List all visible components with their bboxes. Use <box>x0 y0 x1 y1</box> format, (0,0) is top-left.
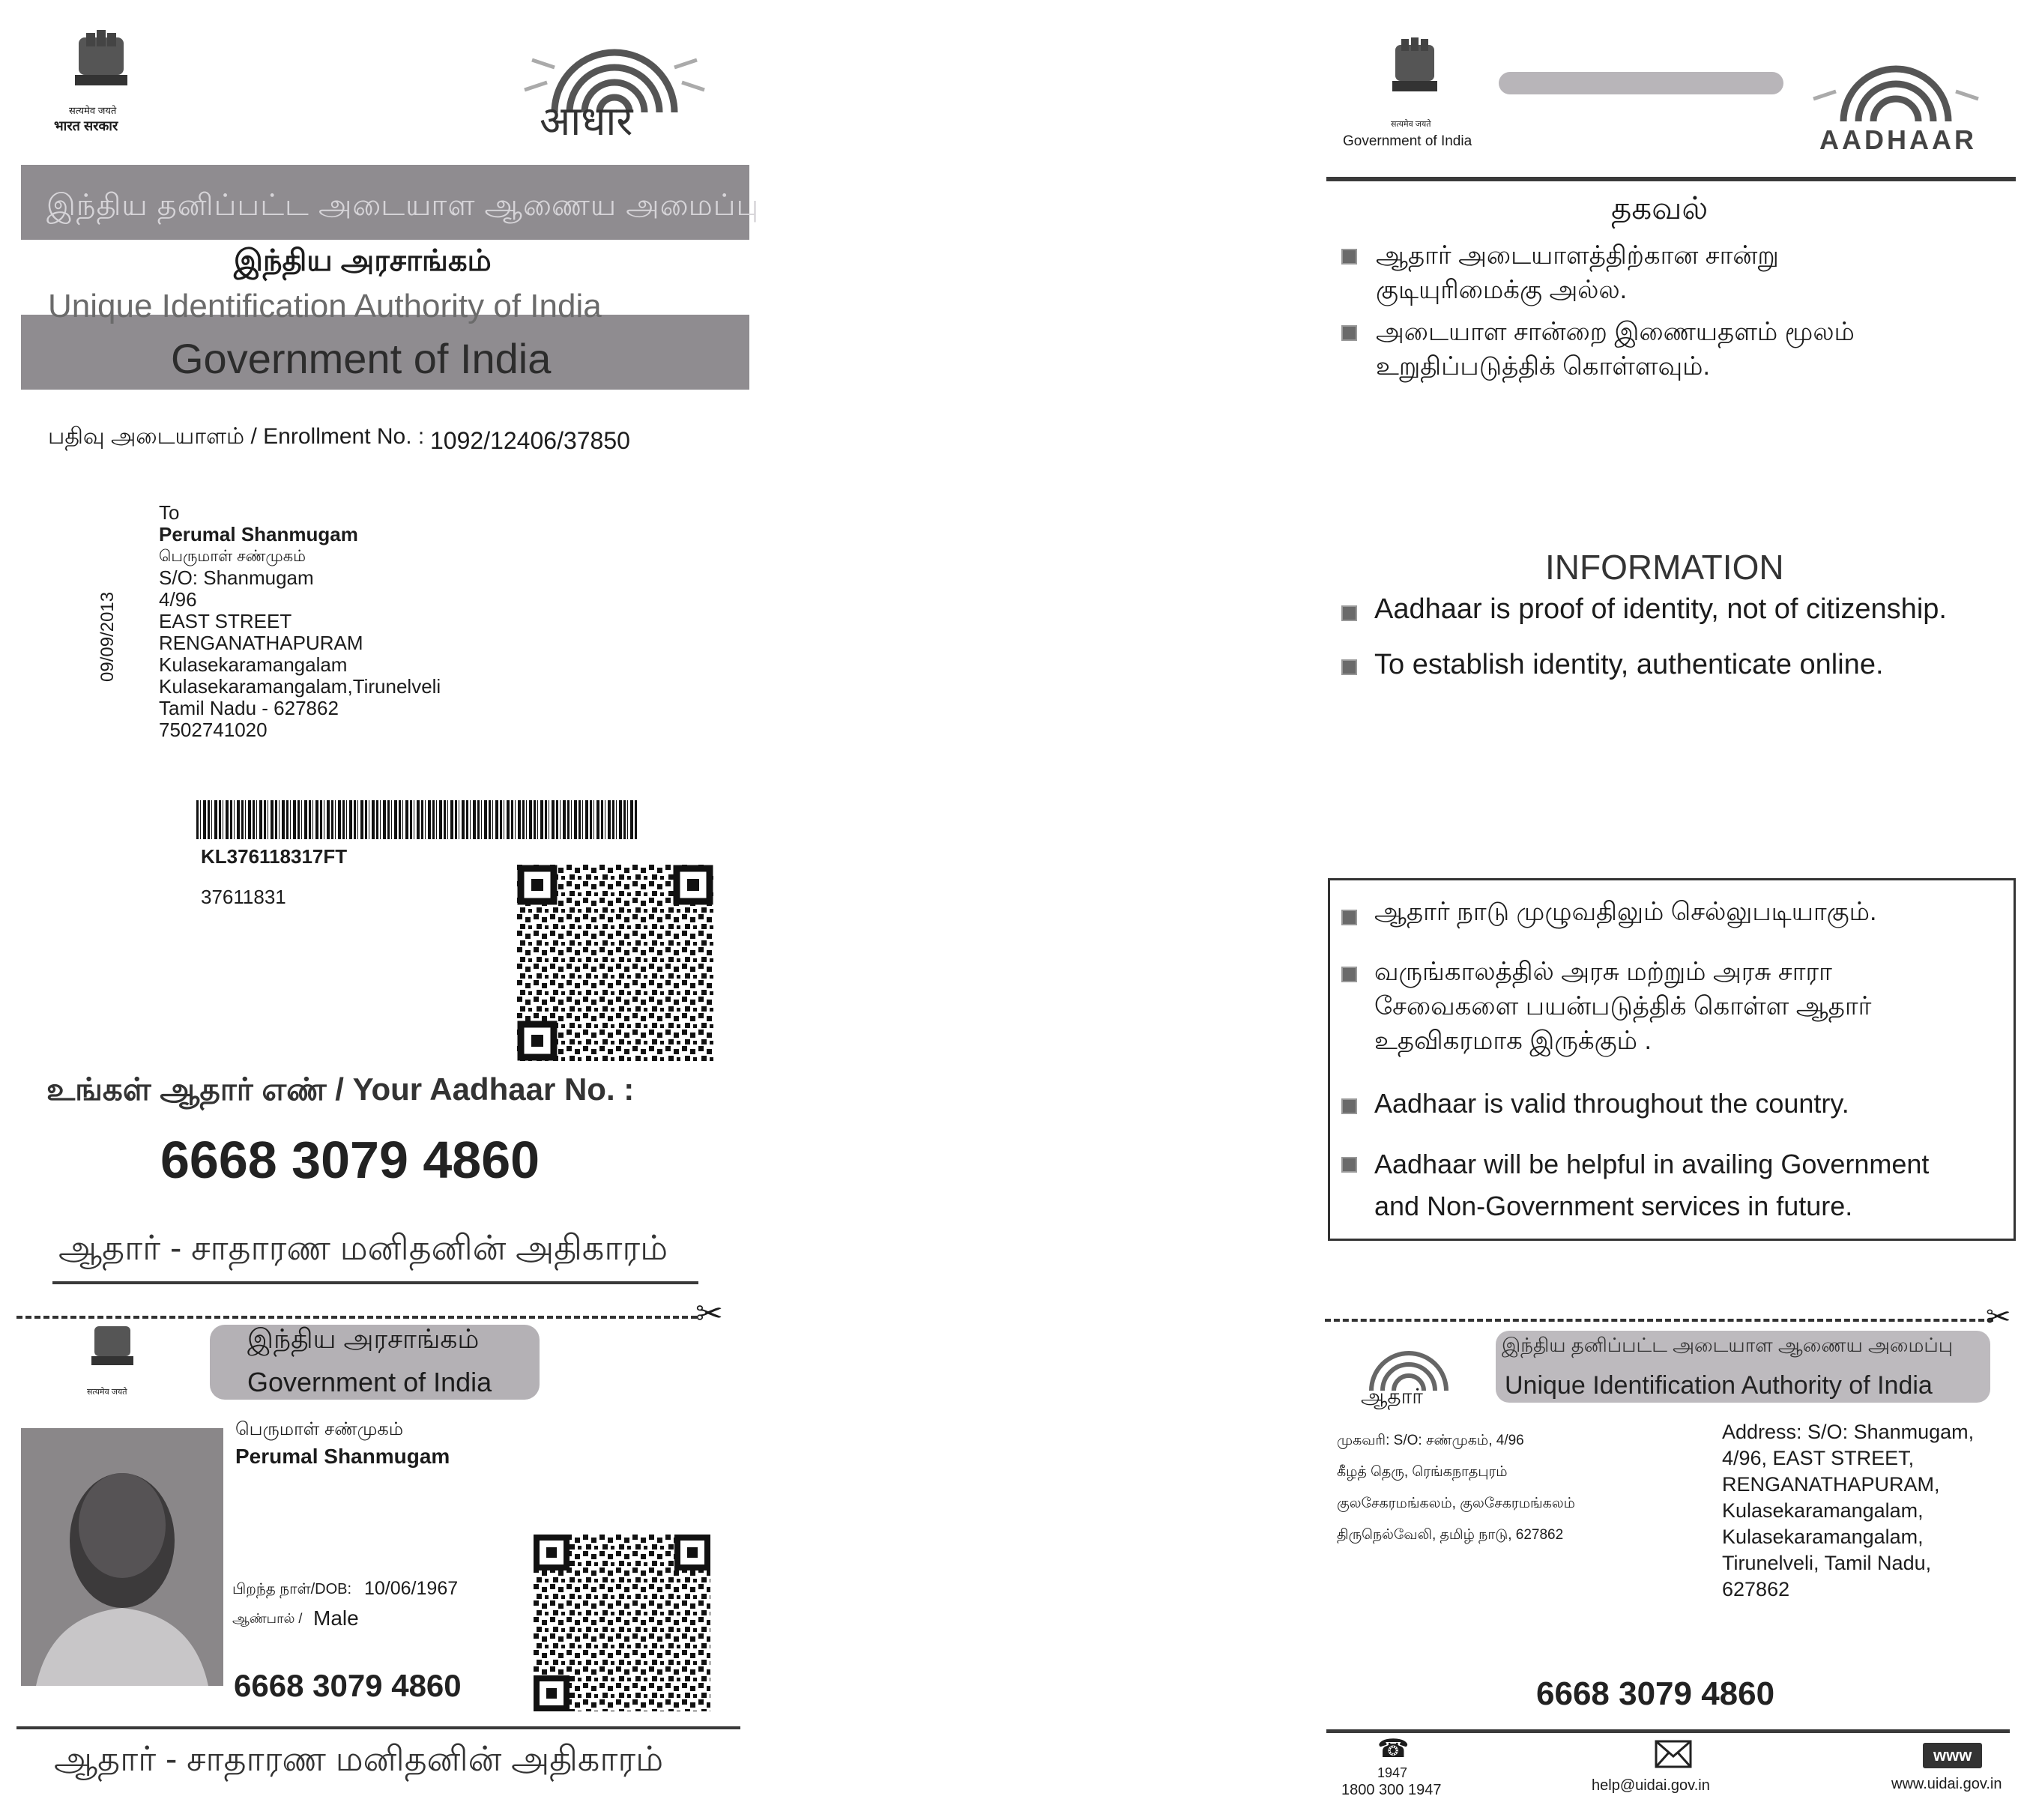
card-aadhaar-number: 6668 3079 4860 <box>234 1668 462 1703</box>
phone-short: 1947 <box>1377 1765 1408 1780</box>
address-english-line: Tirunelveli, Tamil Nadu, <box>1722 1552 1932 1574</box>
right-govt-label: Government of India <box>1343 133 1472 149</box>
box-english-line: and Non-Government services in future. <box>1374 1191 1853 1221</box>
card-address-english <box>1722 1419 1974 1603</box>
address-line: Kulasekaramangalam <box>159 653 348 676</box>
bullet-icon <box>1341 1098 1357 1114</box>
barcode-sub: 37611831 <box>201 886 286 908</box>
address-tamil-line: குலசேகரமங்கலம், குலசேகரமங்கலம் <box>1337 1496 1575 1511</box>
address-tamil-line: கீழத் தெரு, ரெங்கநாதபுரம் <box>1337 1464 1508 1480</box>
gender-label: ஆண்பால் / <box>232 1611 303 1626</box>
right-card-rule <box>1326 1729 2010 1733</box>
box-english-2 <box>1374 1143 1929 1227</box>
right-emblem-caption: सत्यमेव जयते <box>1391 120 1431 129</box>
phone-icon: ☎ <box>1377 1735 1410 1763</box>
right-emblem-icon <box>1383 37 1446 115</box>
info-tamil-line: குடியுரிமைக்கு அல்ல. <box>1376 276 1628 304</box>
bullet-icon <box>1341 659 1357 675</box>
uidai-band-tamil: இந்திய தனிப்பட்ட அடையாள ஆணைய அமைப்பு <box>46 189 760 222</box>
address-name: Perumal Shanmugam <box>159 523 358 545</box>
aadhaar-number: 6668 3079 4860 <box>160 1131 540 1189</box>
card-emblem-caption: सत्यमेव जयते <box>87 1388 127 1397</box>
card-govt-english: Government of India <box>247 1367 492 1397</box>
enrollment-label: பதிவு அடையாளம் / Enrollment No. : <box>48 424 425 449</box>
phone-full: 1800 300 1947 <box>1341 1782 1442 1798</box>
card-qr-code <box>534 1535 710 1711</box>
address-name-tamil: பெருமாள் சண்முகம் <box>159 548 306 565</box>
website-link[interactable]: www.uidai.gov.in <box>1891 1776 2002 1792</box>
gender-value: Male <box>313 1606 359 1630</box>
govt-english: Government of India <box>171 335 552 382</box>
enrollment-number: 1092/12406/37850 <box>430 427 630 454</box>
right-header-smudge <box>1499 72 1783 94</box>
bullet-icon <box>1341 605 1357 621</box>
uidai-english: Unique Identification Authority of India <box>48 288 602 324</box>
scissors-icon: ✂ <box>695 1296 723 1332</box>
address-english-line: RENGANATHAPURAM, <box>1722 1473 1940 1496</box>
address-english-line: Kulasekaramangalam, <box>1722 1499 1924 1522</box>
info-title: INFORMATION <box>1545 548 1784 587</box>
card-band-tamil: இந்திய தனிப்பட்ட அடையாள ஆணைய அமைப்பு <box>1502 1334 1954 1356</box>
address-line: RENGANATHAPURAM <box>159 632 363 654</box>
dob-value: 10/06/1967 <box>364 1578 459 1599</box>
qr-code <box>517 865 713 1061</box>
right-cut-line <box>1325 1319 1993 1322</box>
address-line: 4/96 <box>159 588 197 611</box>
bullet-icon <box>1341 249 1357 264</box>
address-line: 7502741020 <box>159 719 268 741</box>
aadhaar-logo-text: आधार <box>540 97 633 145</box>
address-line: Kulasekaramangalam,Tirunelveli <box>159 675 441 698</box>
address-english-line: Address: S/O: Shanmugam, <box>1722 1421 1975 1443</box>
card-aadhaar-fingerprint-icon <box>1349 1331 1469 1391</box>
info-english-2: To establish identity, authenticate online. <box>1374 649 1884 680</box>
box-english-1: Aadhaar is valid throughout the country. <box>1374 1088 1849 1119</box>
card-rule <box>16 1726 740 1729</box>
box-tamil-2 <box>1374 955 1871 1058</box>
box-tamil-1: ஆதார் நாடு முழுவதிலும் செல்லுபடியாகும். <box>1374 898 1877 926</box>
card-logo-tamil: ஆதார் <box>1361 1385 1423 1408</box>
card-address-tamil <box>1337 1425 1575 1551</box>
card-name-tamil: பெருமாள் சண்முகம் <box>235 1419 404 1439</box>
bullet-icon <box>1341 1157 1357 1173</box>
govt-tamil: இந்திய அரசாங்கம் <box>234 244 492 277</box>
dob-label: பிறந்த நாள்/DOB: <box>232 1581 352 1597</box>
box-english-line: Aadhaar will be helpful in availing Government <box>1374 1149 1930 1179</box>
info-tamil-line: உறுதிப்படுத்திக் கொள்ளவும். <box>1376 352 1710 381</box>
right-header-rule <box>1326 177 2016 181</box>
box-tamil-line: உதவிகரமாக இருக்கும் . <box>1374 1027 1652 1055</box>
address-to: To <box>159 501 180 524</box>
barcode-code: KL376118317FT <box>201 845 348 868</box>
card-tagline: ஆதார் - சாதாரண மனிதனின் அதிகாரம் <box>54 1739 664 1778</box>
bullet-icon <box>1341 325 1357 341</box>
issue-date: 09/09/2013 <box>97 591 118 682</box>
cut-line <box>16 1316 697 1319</box>
tagline-rule <box>52 1281 698 1284</box>
card-uidai-english: Unique Identification Authority of India <box>1505 1371 1933 1400</box>
address-tamil-line: திருநெல்வேலி, தமிழ் நாடு, 627862 <box>1337 1527 1564 1543</box>
card-emblem-icon <box>84 1320 141 1380</box>
barcode <box>196 800 637 839</box>
photo <box>21 1428 223 1686</box>
address-english-line: Kulasekaramangalam, <box>1722 1526 1924 1548</box>
national-emblem-icon <box>60 30 142 105</box>
card-name: Perumal Shanmugam <box>235 1445 450 1468</box>
right-scissors-icon: ✂ <box>1986 1301 2011 1334</box>
box-tamil-line: வருங்காலத்தில் அரசு மற்றும் அரசு சாரா <box>1374 958 1832 986</box>
address-english-line: 4/96, EAST STREET, <box>1722 1447 1915 1469</box>
address-line: EAST STREET <box>159 610 292 632</box>
right-aadhaar-fingerprint-icon <box>1798 39 1993 121</box>
email-link[interactable]: help@uidai.gov.in <box>1592 1777 1710 1794</box>
info-tamil-1 <box>1376 238 1779 307</box>
emblem-caption: सत्यमेव जयते <box>69 105 117 116</box>
info-tamil-line: அடையாள சான்றை இணையதளம் மூலம் <box>1376 318 1855 346</box>
www-badge: www <box>1923 1743 1982 1768</box>
emblem-caption-bharat: भारत सरकार <box>54 118 118 133</box>
address-line: S/O: Shanmugam <box>159 566 314 589</box>
email-icon <box>1655 1740 1692 1768</box>
right-aadhaar-logo-text: AADHAAR <box>1819 124 1977 155</box>
box-tamil-line: சேவைகளை பயன்படுத்திக் கொள்ள ஆதார் <box>1374 992 1872 1021</box>
your-aadhaar-label: உங்கள் ஆதார் எண் / Your Aadhaar No. : <box>46 1071 635 1107</box>
address-english-line: 627862 <box>1722 1578 1790 1600</box>
tagline: ஆதார் - சாதாரண மனிதனின் அதிகாரம் <box>58 1228 668 1267</box>
info-title-tamil: தகவல் <box>1611 190 1709 226</box>
right-card-aadhaar-number: 6668 3079 4860 <box>1536 1675 1775 1712</box>
info-tamil-line: ஆதார் அடையாளத்திற்கான சான்று <box>1376 241 1779 270</box>
info-tamil-2 <box>1376 315 1855 384</box>
card-govt-tamil: இந்திய அரசாங்கம் <box>247 1323 480 1354</box>
bullet-icon <box>1341 910 1357 925</box>
address-block <box>159 502 441 741</box>
address-tamil-line: முகவரி: S/O: சண்முகம், 4/96 <box>1337 1433 1524 1448</box>
info-english-1: Aadhaar is proof of identity, not of citizenship. <box>1374 593 1947 625</box>
address-line: Tamil Nadu - 627862 <box>159 697 339 719</box>
bullet-icon <box>1341 967 1357 982</box>
